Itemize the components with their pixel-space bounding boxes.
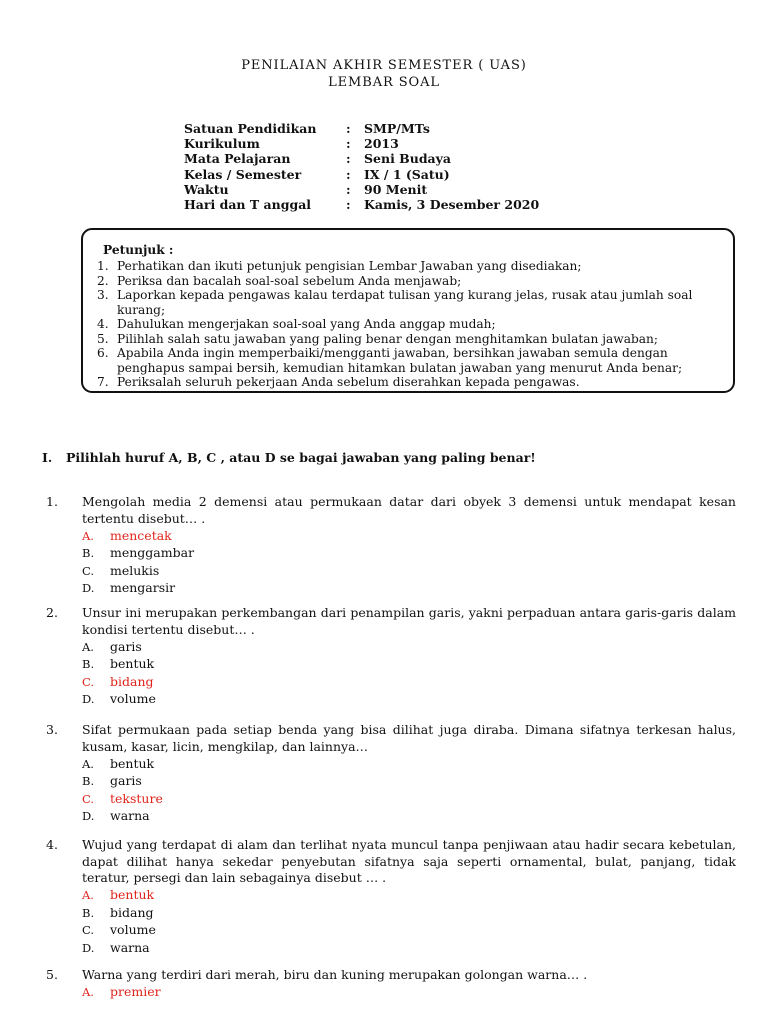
question-head [46,837,736,887]
option-letter: A. [82,639,94,654]
info-row-class [184,167,539,182]
info-value: Seni Budaya [364,151,452,167]
option-text: volume [110,922,156,938]
option-text: menggambar [110,545,195,561]
answer-option-d[interactable] [82,580,736,597]
instructions-title: Petunjuk : [103,243,174,257]
instruction-text: Periksalah seluruh pekerjaan Anda sebelum diserahkan kepada pengawas. [117,375,580,389]
instruction-number: 4. [97,317,109,331]
section-instruction: Pilihlah huruf A, B, C , atau D se bagai jawaban yang paling benar! [66,450,536,465]
info-label: Kelas / Semester [184,166,302,182]
question-head [46,605,736,638]
section-number: I. [42,450,53,465]
option-text: warna [110,939,150,955]
option-letter: C. [82,923,95,938]
option-text: melukis [110,562,160,578]
info-row-subject [184,151,539,166]
instruction-item [97,346,717,375]
instruction-text: Pilihlah salah satu jawaban yang paling benar dengan menghitamkan bulatan jawaban; [117,331,658,346]
option-letter: D. [82,808,95,823]
info-colon: : [346,181,351,197]
exam-subtitle: LEMBAR SOAL [328,75,440,90]
option-text: bidang [110,904,154,920]
answer-option-c[interactable] [82,562,736,579]
option-text: bentuk [110,656,155,672]
instruction-number: 5. [97,331,109,346]
option-letter: B. [82,905,95,920]
instruction-number: 7. [97,375,109,389]
option-letter: B. [82,546,95,561]
option-letter: C. [82,674,95,689]
question-text: Warna yang terdiri dari merah, biru dan kuning merupakan golongan warna… . [82,967,588,982]
instructions-list [97,259,717,390]
instruction-text: Laporkan kepada pengawas kalau terdapat tulisan yang kurang jelas, rusak atau jumlah soal kurang; [117,288,693,317]
info-row-time [184,182,539,197]
instruction-number: 2. [97,273,109,288]
question-item [46,494,736,597]
answer-option-d[interactable] [82,691,736,708]
question-text: Mengolah media 2 demensi atau permukaan datar dari obyek 3 demensi untuk mendapat kesan tertentu disebut… . [82,494,736,526]
option-letter: D. [82,940,95,955]
question-head [46,494,736,527]
answer-option-b[interactable] [82,545,736,562]
instruction-text: Periksa dan bacalah soal-soal sebelum Anda menjawab; [117,273,462,288]
question-text: Sifat permukaan pada setiap benda yang bisa dilihat juga diraba. Dimana sifatnya terkesan halus, kusam, kasar, licin, mengkilap, dan lainnya… [82,722,736,754]
answer-option-a[interactable] [82,638,736,655]
question-number: 3. [46,722,58,737]
answer-option-c[interactable] [82,673,736,690]
instruction-number: 6. [97,346,109,360]
instruction-item [97,375,717,390]
option-text: bentuk [110,887,155,903]
answer-option-a[interactable] [82,527,736,544]
info-colon: : [346,121,351,136]
option-letter: B. [82,657,95,672]
option-text: volume [110,690,156,706]
instruction-item [97,274,717,289]
info-colon: : [346,196,351,212]
instruction-text: Dahulukan mengerjakan soal-soal yang Anda anggap mudah; [117,317,496,331]
question-item [46,837,736,957]
section-heading [42,450,536,465]
question-number: 1. [46,494,58,509]
answer-option-a[interactable] [82,887,736,904]
answer-option-a[interactable] [82,984,736,1001]
instructions-box [81,228,735,393]
option-text: warna [110,807,150,823]
answer-option-d[interactable] [82,939,736,956]
option-text: bentuk [110,755,155,771]
instruction-text: Perhatikan dan ikuti petunjuk pengisian Lembar Jawaban yang disediakan; [117,259,582,273]
question-number: 4. [46,837,58,852]
option-text: premier [110,984,161,1000]
info-label: Hari dan T anggal [184,196,312,212]
option-text: mencetak [110,527,172,543]
info-label: Mata Pelajaran [184,151,291,167]
option-text: garis [110,773,142,789]
info-label: Satuan Pendidikan [184,121,317,136]
exam-title: PENILAIAN AKHIR SEMESTER ( UAS) [241,58,527,73]
option-letter: D. [82,691,95,706]
instruction-item [97,317,717,332]
question-text: Wujud yang terdapat di alam dan terlihat nyata muncul tanpa penjiwaan atau hadir secara kebetulan, dapat dilihat hanya sekedar penyebutan sifatnya saja seperti ornamental, bulat, panjang, tidak teratur, persegi dan lain sebagainya disebut … . [82,837,736,886]
option-letter: C. [82,791,95,806]
info-colon: : [346,151,351,167]
question-item [46,967,736,1001]
option-letter: D. [82,580,95,595]
info-label: Kurikulum [184,136,260,152]
option-letter: A. [82,528,94,543]
question-head [46,967,736,984]
info-row-date [184,197,539,212]
answer-option-d[interactable] [82,808,736,825]
option-text: garis [110,638,142,654]
info-colon: : [346,136,351,152]
option-text: bidang [110,673,154,689]
option-letter: C. [82,563,95,578]
instruction-number: 3. [97,288,109,302]
question-text: Unsur ini merupakan perkembangan dari penampilan garis, yakni perpaduan antara garis-garis dalam kondisi tertentu disebut… . [82,605,736,637]
question-number: 5. [46,967,58,982]
info-label: Waktu [184,181,229,197]
answer-option-b[interactable] [82,905,736,922]
info-value: Kamis, 3 Desember 2020 [364,196,540,212]
info-row-school [184,121,539,136]
info-colon: : [346,166,351,182]
answer-option-b[interactable] [82,656,736,673]
option-letter: B. [82,774,95,789]
info-value: 90 Menit [364,181,428,197]
instruction-item [97,332,717,347]
info-value: SMP/MTs [364,121,430,136]
question-number: 2. [46,605,58,620]
answer-option-c[interactable] [82,790,736,807]
option-letter: A. [82,985,94,1000]
answer-option-c[interactable] [82,922,736,939]
option-letter: A. [82,888,94,903]
question-item [46,722,736,825]
option-text: mengarsir [110,579,176,595]
instruction-item [97,259,717,274]
info-value: IX / 1 (Satu) [364,166,450,182]
info-row-curriculum [184,136,539,151]
question-head [46,722,736,755]
answer-option-b[interactable] [82,773,736,790]
instruction-text: Apabila Anda ingin memperbaiki/mengganti jawaban, bersihkan jawaban semula dengan penghapus sampai bersih, kemudian hitamkan bulatan jawaban yang menurut Anda benar; [117,346,683,375]
instruction-number: 1. [97,259,109,273]
option-letter: A. [82,756,94,771]
info-value: 2013 [364,136,399,152]
answer-option-a[interactable] [82,755,736,772]
exam-info-table [184,121,539,212]
question-item [46,605,736,708]
option-text: teksture [110,790,163,806]
instruction-item [97,288,717,317]
